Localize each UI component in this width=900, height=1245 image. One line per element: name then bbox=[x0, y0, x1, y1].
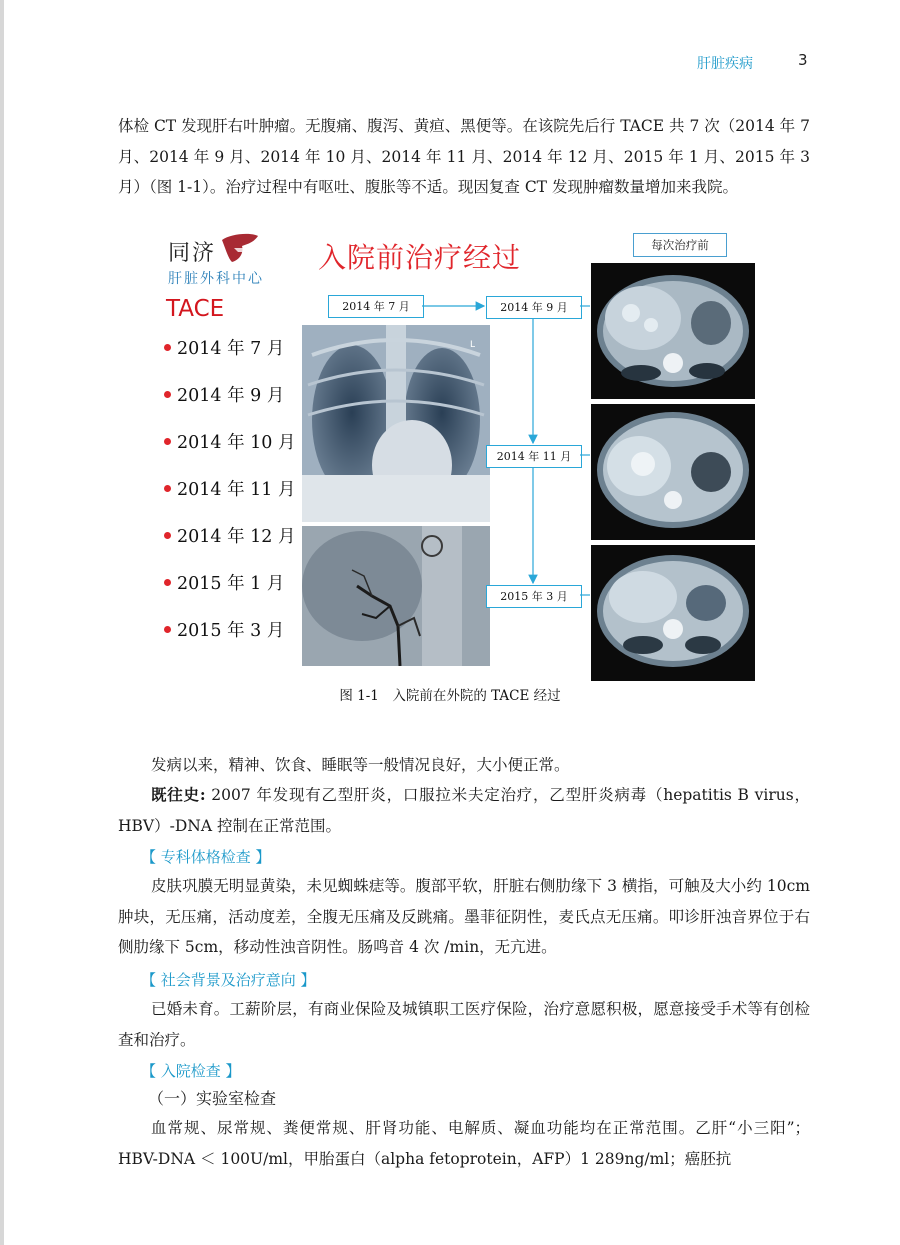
angiography-image bbox=[302, 526, 490, 666]
svg-text:L: L bbox=[470, 340, 476, 350]
section-heading-social: 【 社会背景及治疗意向 】 bbox=[141, 971, 316, 989]
figure-1-1 bbox=[150, 224, 760, 669]
paragraph-history: 体检 CT 发现肝右叶肿瘤。无腹痛、腹泻、黄疸、黑便等。在该院先后行 TACE 共 7 次（2014 年 7 月、2014 年 9 月、2014 年 10 月、2014 年 11 月、2014 年 12 月、2015 年 1 月、2015 年 3 月）（图 1-1）。治疗过程中有呕吐、腹胀等不适。现因复查 CT 发现肿瘤数量增加来我院。 bbox=[118, 117, 810, 196]
running-header-chapter: 肝脏疾病 bbox=[697, 56, 753, 72]
bullet-dot-icon bbox=[164, 579, 171, 586]
past-history-label: 既往史: bbox=[151, 785, 206, 804]
paragraph-lab: 血常规、尿常规、粪便常规、肝肾功能、电解质、凝血功能均在正常范围。乙肝“小三阳”；HBV-DNA ＜ 100U/ml，甲胎蛋白（alpha fetoprotein，AFP）1 289ng/ml；癌胚抗 bbox=[118, 1119, 810, 1168]
chest-xray-image bbox=[302, 325, 490, 522]
tace-date: 2014 年 12 月 bbox=[164, 523, 296, 548]
tace-date: 2015 年 1 月 bbox=[164, 570, 284, 595]
liver-logo-icon bbox=[220, 232, 260, 264]
ct-pre-treatment-label: 每次治疗前 bbox=[633, 233, 727, 257]
paragraph-social: 已婚未育。工薪阶层，有商业保险及城镇职工医疗保险，治疗意愿积极，愿意接受手术等有创检查和治疗。 bbox=[118, 1000, 810, 1049]
figure-caption: 图 1-1 入院前在外院的 TACE 经过 bbox=[339, 688, 561, 704]
bullet-dot-icon bbox=[164, 391, 171, 398]
flow-step-box: 2015 年 3 月 bbox=[486, 585, 582, 608]
tace-label: TACE bbox=[166, 296, 225, 322]
tace-date: 2014 年 7 月 bbox=[164, 335, 284, 360]
flow-step-box: 2014 年 9 月 bbox=[486, 296, 582, 319]
logo-subtitle: 肝脏外科中心 bbox=[168, 271, 264, 287]
page-number: 3 bbox=[798, 51, 808, 69]
paragraph-physical-exam: 皮肤巩膜无明显黄染，未见蜘蛛痣等。腹部平软，肝脏右侧肋缘下 3 横指，可触及大小约 10cm 肿块，无压痛，活动度差，全腹无压痛及反跳痛。墨菲征阴性，麦氏点无压痛。叩诊肝浊音界位于右侧肋缘下 5cm，移动性浊音阴性。肠鸣音 4 次 /min，无亢进。 bbox=[118, 877, 810, 956]
flow-step-box: 2014 年 7 月 bbox=[328, 295, 424, 318]
section-heading-exam: 【 专科体格检查 】 bbox=[141, 848, 271, 866]
past-history-text: 2007 年发现有乙型肝炎，口服拉米夫定治疗，乙型肝炎病毒（hepatitis B virus，HBV）-DNA 控制在正常范围。 bbox=[118, 786, 810, 835]
bullet-dot-icon bbox=[164, 485, 171, 492]
section-heading-admission: 【 入院检查 】 bbox=[141, 1062, 241, 1080]
bullet-dot-icon bbox=[164, 532, 171, 539]
figure-title: 入院前治疗经过 bbox=[318, 241, 522, 274]
ct-scan-image bbox=[591, 263, 755, 399]
page-edge bbox=[0, 0, 4, 1245]
tace-date: 2015 年 3 月 bbox=[164, 617, 284, 642]
paragraph-general: 发病以来，精神、饮食、睡眠等一般情况良好，大小便正常。 bbox=[151, 756, 570, 774]
bullet-dot-icon bbox=[164, 626, 171, 633]
bullet-dot-icon bbox=[164, 344, 171, 351]
tace-date: 2014 年 11 月 bbox=[164, 476, 296, 501]
paragraph-past-history bbox=[118, 780, 810, 841]
subheading-lab: （一）实验室检查 bbox=[148, 1089, 277, 1108]
ct-scan-image bbox=[591, 404, 755, 540]
logo-name: 同济 bbox=[168, 241, 217, 266]
tace-date: 2014 年 9 月 bbox=[164, 382, 284, 407]
ct-scan-image bbox=[591, 545, 755, 681]
bullet-dot-icon bbox=[164, 438, 171, 445]
flow-step-box: 2014 年 11 月 bbox=[486, 445, 582, 468]
tace-date: 2014 年 10 月 bbox=[164, 429, 296, 454]
